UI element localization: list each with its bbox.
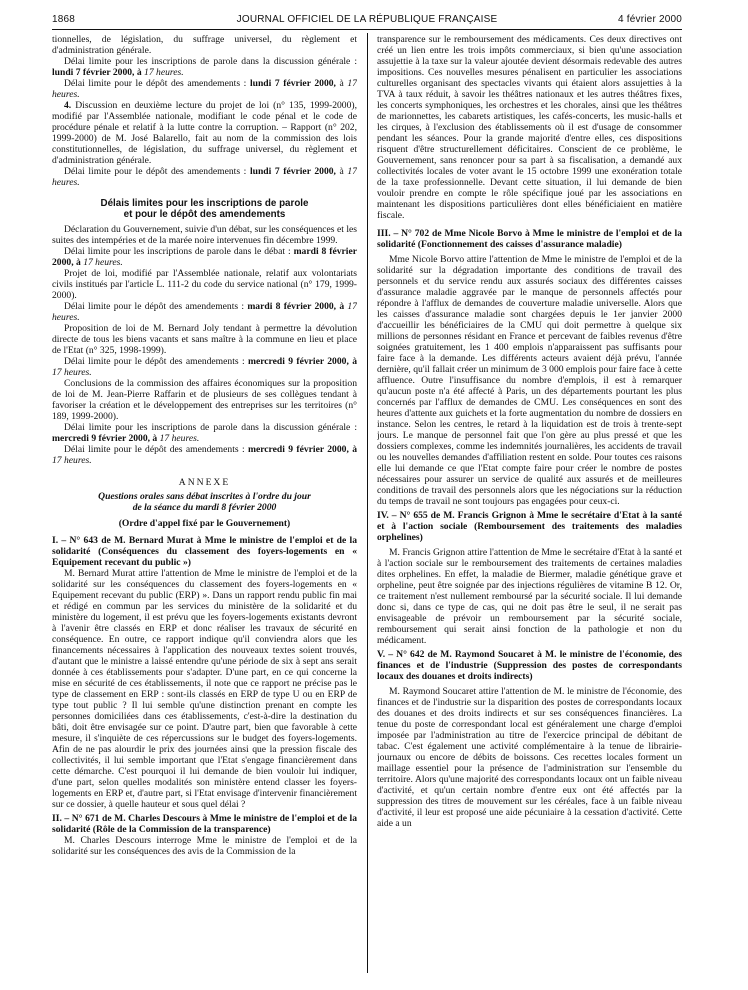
- paragraph: Délai limite pour le dépôt des amendements : mardi 8 février 2000, à 17 heures.: [52, 301, 357, 323]
- paragraph: Délai limite pour le dépôt des amendements : lundi 7 février 2000, à 17 heures.: [52, 166, 357, 188]
- annexe-heading: ANNEXE: [178, 477, 231, 488]
- paragraph: Conclusions de la commission des affaires économiques sur la proposition de loi de M. Jean-Pierre Raffarin et de plusieurs de ses collègues tendant à favoriser la création et le développement des entreprises sur les territoires (n° 189, 1999-2000).: [52, 378, 357, 422]
- paragraph: Projet de loi, modifié par l'Assemblée nationale, relatif aux volontariats civils institués par l'article L. 111-2 du code du service national (n° 179, 1999-2000).: [52, 268, 357, 301]
- header-rule: [52, 29, 682, 30]
- paragraph: Délai limite pour les inscriptions de parole dans la discussion générale : lundi 7 février 2000, à 17 heures.: [52, 56, 357, 78]
- section-title-line-2: et pour le dépôt des amendements: [123, 209, 286, 220]
- questions-heading-line-1: Questions orales sans débat inscrites à l'ordre du jour: [98, 491, 311, 502]
- paragraph: Délai limite pour le dépôt des amendements : lundi 7 février 2000, à 17 heures.: [52, 78, 357, 100]
- paragraph: transparence sur le remboursement des médicaments. Ces deux directives ont créé un lien entre les trois impôts commerciaux, si bien qu'une association assujettie à la taxe sur la valeur ajoutée devient désormais redevable des autres impositions. Ces nouvelles mesures pénalisent en particulier les associations culturelles organisant des spectacles vivants qui étaient alors assujetties à la TVA à taux réduit, à savoir les théâtres nationaux et les autres théâtres fixes, les concerts symphoniques, les orchestres et les chorales, ainsi que les théâtres de marionnettes, les cabarets artistiques, les cafés-concerts, les music-halls et les cirques, à l'exclusion des établissements où il est d'usage de consommer pendant les séances. Pour la grande majorité d'entre elles, ces dispositions risquent d'être structurellement déficitaires. Conscient de ce problème, le Gouvernement, sans renoncer pour sa part à sa fiscalisation, a demandé aux collectivités locales de voter avant le 15 octobre 1999 une exonération totale de la taxe professionnelle. Devant cette situation, il lui demande de bien vouloir prendre en compte le rôle spécifique joué par les associations en maintenant les dispositions particulières dont elles bénéficiaient en matière fiscale.: [377, 34, 682, 221]
- question-body: Mme Nicole Borvo attire l'attention de Mme le ministre de l'emploi et de la solidarité sur la dégradation importante des conditions de travail des personnels et du service rendu aux assurés sociaux des différentes caisses d'assurance maladie aggravée par le manque de personnels affectés pour répondre à l'afflux de demandes de couverture maladie universelle. Alors que les caisses d'assurance maladie sont chargées depuis le 1er janvier 2000 d'accueillir les bénéficiaires de la CMU qui doit permettre à quelque six millions de personnes résidant en France et percevant de faibles revenus d'être soignées gratuitement, les 1 400 emplois n'apparaissent pas suffisants pour faire face à la demande. Les différents acteurs avaient déjà prévu, l'année dernière, qu'il fallait créer un minimum de 3 000 emplois pour faire face à cette affluence. Outre l'insuffisance du nombre d'emplois, il est à remarquer qu'aucun poste n'a été affecté à Paris, un des départements pourtant les plus concernés par l'afflux de demandes de CMU. Les conséquences en sont des heures d'attente aux guichets et la forte augmentation du nombre de dossiers en instance. Selon les centres, le retard à la liquidation est de trois à trente-sept jours. Le manque de personnel fait que l'on gère au plus pressé et que les dossiers complexes, comme les indemnités journalières, les accidents de travail ou les nouvelles demandes d'affiliation restent en solde. Pour toutes ces raisons elle lui demande ce que l'Etat compte faire pour créer le nombre de postes nécessaires pour assurer un service de qualité aux assurés et de meilleures conditions de travail des personnels alors que les négociations sur la réduction du temps de travail ne sont toujours pas engagées pour ceux-ci.: [377, 254, 682, 507]
- paragraph: Délai limite pour les inscriptions de parole dans le débat : mardi 8 février 2000, à 17 heures.: [52, 246, 357, 268]
- page-header: [52, 14, 682, 30]
- journal-title: JOURNAL OFFICIEL DE LA RÉPUBLIQUE FRANÇAISE: [236, 14, 498, 25]
- ordre-appel: (Ordre d'appel fixé par le Gouvernement): [118, 518, 291, 529]
- paragraph: Proposition de loi de M. Bernard Joly tendant à permettre la dévolution directe de tous les biens vacants et sans maître à la commune en lieu et place de l'Etat (n° 325, 1998-1999).: [52, 323, 357, 356]
- question-body: M. Francis Grignon attire l'attention de Mme le secrétaire d'Etat à la santé et à l'action sociale sur le remboursement des traitements de certaines maladies dites orphelines. En effet, la maladie de Biermer, maladie génétique grave et orpheline, peut être soignée par des injections régulières de vitamine B 12. Or, ce traitement n'est nullement remboursé par la sécurité sociale. Il lui demande donc si, dans ce type de cas, qui ne doit pas être le seul, il ne serait pas envisageable de prévoir un remboursement par la sécurité sociale, remboursement qui serait ainsi fonction de la pathologie et non du médicament.: [377, 547, 682, 646]
- issue-date: 4 février 2000: [618, 14, 682, 25]
- paragraph: Déclaration du Gouvernement, suivie d'un débat, sur les conséquences et les suites des intempéries et de la marée noire intervenues fin décembre 1999.: [52, 224, 357, 246]
- question-heading: V. – N° 642 de M. Raymond Soucaret à M. le ministre de l'économie, des finances et de l'industrie (Suppression des postes de correspondants locaux des douanes et droits indirects): [377, 649, 682, 682]
- question-heading: I. – N° 643 de M. Bernard Murat à Mme le ministre de l'emploi et de la solidarité (Conséquences du classement des foyers-logements en « Equipement recevant du public »): [52, 535, 357, 568]
- paragraph: Délai limite pour le dépôt des amendements : mercredi 9 février 2000, à 17 heures.: [52, 444, 357, 466]
- right-column: [377, 34, 682, 979]
- column-divider: [367, 33, 368, 973]
- paragraph: tionnelles, de législation, du suffrage universel, du règlement et d'administration générale.: [52, 34, 357, 56]
- question-body: M. Raymond Soucaret attire l'attention de M. le ministre de l'économie, des finances et de l'industrie sur la disparition des postes de correspondants locaux des douanes et des droits indirects et sur ses conséquences financières. La tenue du poste de correspondant local est généralement une charge d'emploi imposée par l'administration au titre de l'exercice principal de débitant de tabac. C'est également une activité complémentaire à la tenue de librairie-journaux ou encore de débits de boissons. Ces recettes locales forment un maillage essentiel pour la présence de l'administration sur l'ensemble du territoire. Alors qu'une majorité des correspondants locaux ont un faible niveau d'activité, et qu'un certain nombre d'entre eux ont été affectés par la suppression des titres de mouvement sur les céréales, face à un faible niveau d'activité, il leur est proposé une aide pécuniaire à la cessation d'activité. Cette aide a un: [377, 686, 682, 829]
- question-heading: II. – N° 671 de M. Charles Descours à Mme le ministre de l'emploi et de la solidarité (Rôle de la Commission de la transparence): [52, 813, 357, 835]
- left-column: [52, 34, 357, 979]
- page-number: 1868: [52, 14, 76, 25]
- question-heading: IV. – N° 655 de M. Francis Grignon à Mme le secrétaire d'Etat à la santé et à l'action sociale (Remboursement des traitements des maladies orphelines): [377, 510, 682, 543]
- paragraph: Délai limite pour le dépôt des amendements : mercredi 9 février 2000, à 17 heures.: [52, 356, 357, 378]
- questions-heading-line-2: de la séance du mardi 8 février 2000: [132, 502, 277, 513]
- section-title-line-1: Délais limites pour les inscriptions de parole: [100, 198, 309, 209]
- question-body: M. Bernard Murat attire l'attention de Mme le ministre de l'emploi et de la solidarité sur les conséquences du classement des foyers-logements en « Equipement recevant du public (ERP) ». Dans un rapport rendu public fin mai et rédigé en commun par les services du ministère de la solidarité et du ministère du logement, il est prévu que les foyers-logements existants devront à l'avenir être classés en ERP et donc réaliser les travaux de sécurité en conséquence. En outre, ce rapport indique qu'il conviendra alors que les financements nécessaires à l'application des nouveaux textes soient trouvés, d'autant que le ministre a laissé entendre qu'une période de six à sept ans serait donnée à ces établissements pour s'adapter. D'une part, en ce qui concerne la mise en sécurité de ces établissements, il note que ce rapport ne précise pas le type de classement en ERP : sont-ils classés en ERP de type U ou en ERP de type tout public ? Il lui semble qu'une distinction prenant en compte les personnes domiciliées dans ces établissements, c'est-à-dire la destination du bâti, doit être envisagée sur ce point. D'autre part, bien que favorable à cette mesure, il s'inquiète de ces répercussions sur le budget des foyers-logements. Afin de ne pas alourdir le prix des journées ainsi que la pression fiscale des collectivités, il lui semble important que l'Etat s'engage financièrement dans cette démarche. C'est pourquoi il lui demande de bien vouloir lui indiquer, d'une part, selon quelles modalités son ministère entend classer les foyers-logements en ERP et, d'autre part, si l'Etat envisage d'intervenir financièrement sur ce dossier, à quelle hauteur et sous quel délai ?: [52, 568, 357, 810]
- paragraph: Délai limite pour les inscriptions de parole dans la discussion générale : mercredi 9 février 2000, à 17 heures.: [52, 422, 357, 444]
- question-heading: III. – N° 702 de Mme Nicole Borvo à Mme le ministre de l'emploi et de la solidarité (Fonctionnement des caisses d'assurance maladie): [377, 228, 682, 250]
- question-body: M. Charles Descours interroge Mme le ministre de l'emploi et de la solidarité sur les conséquences des avis de la Commission de la: [52, 835, 357, 857]
- paragraph: 4. Discussion en deuxième lecture du projet de loi (n° 135, 1999-2000), modifié par l'Assemblée nationale, modifiant le code pénal et le code de procédure pénale et relatif à la lutte contre la corruption. – Rapport (n° 202, 1999-2000) de M. José Balarello, fait au nom de la commission des lois constitutionnelles, de législation, du suffrage universel, du règlement et d'administration générale.: [52, 100, 357, 166]
